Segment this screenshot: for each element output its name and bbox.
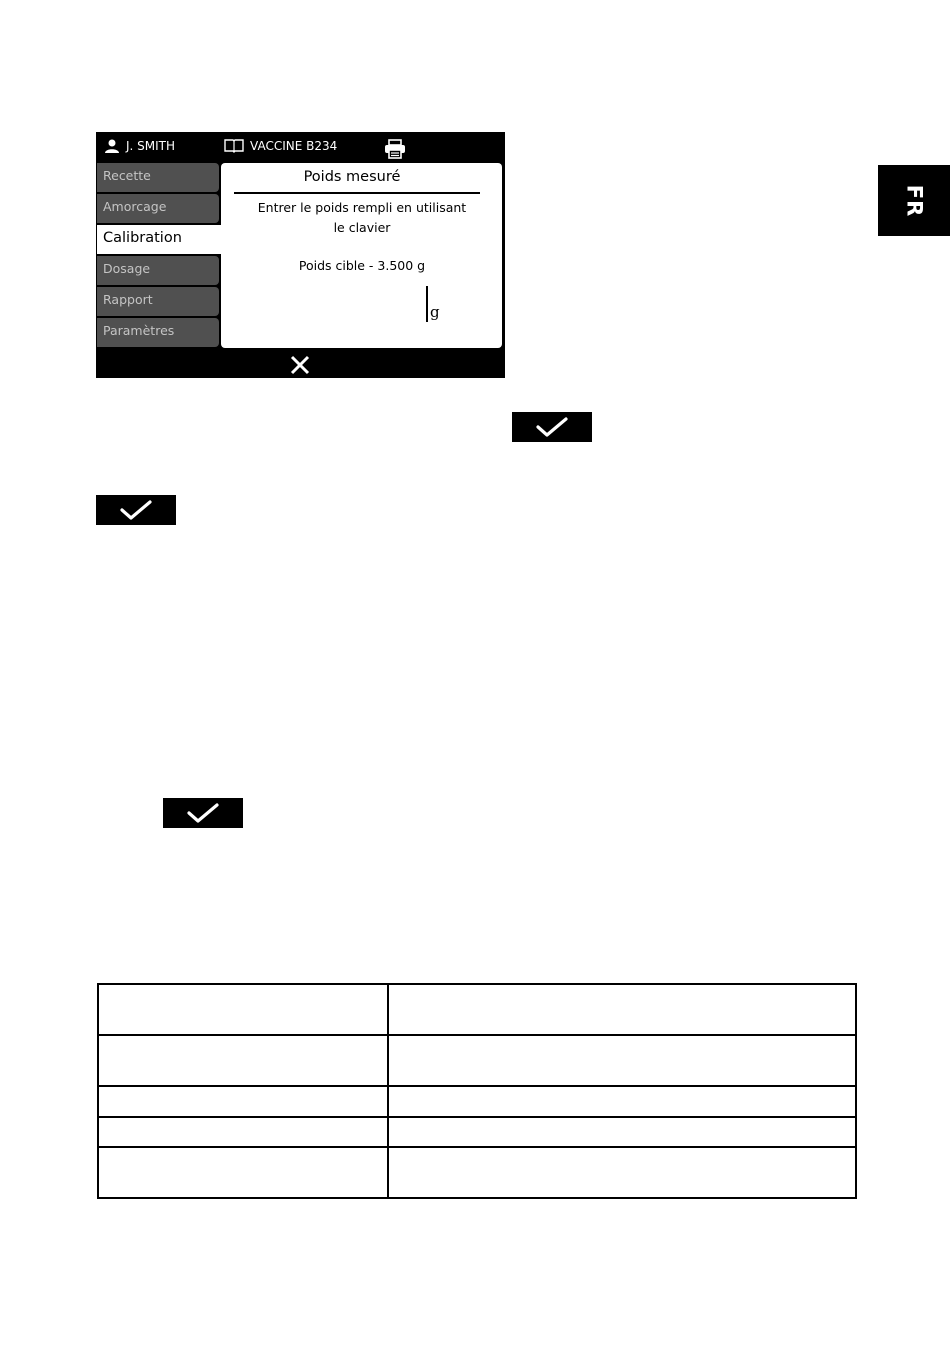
- checkmark-icon: [186, 802, 220, 824]
- confirm-button[interactable]: [512, 412, 592, 442]
- table-cell: [388, 1035, 856, 1086]
- user-icon: [104, 139, 120, 153]
- checkmark-icon: [535, 416, 569, 438]
- table-row: [98, 1147, 856, 1198]
- language-tab: [878, 165, 950, 236]
- weight-unit: g: [430, 303, 440, 321]
- recipe-name: VACCINE B234: [250, 139, 338, 153]
- user-indicator: [104, 139, 175, 153]
- table-cell: [98, 1035, 388, 1086]
- close-icon: [288, 353, 312, 377]
- book-icon: [224, 139, 244, 153]
- table-row: [98, 1035, 856, 1086]
- sidebar-item-rapport[interactable]: Rapport: [97, 287, 219, 316]
- checkmark-icon: [119, 499, 153, 521]
- weight-input[interactable]: [426, 286, 428, 322]
- device-screen: [96, 132, 505, 378]
- table-row: [98, 1117, 856, 1147]
- table-cell: [98, 1147, 388, 1198]
- cancel-button[interactable]: [288, 353, 312, 377]
- instruction-line-1: Entrer le poids rempli en utilisant: [257, 200, 467, 215]
- table-cell: [388, 1147, 856, 1198]
- table-cell: [388, 1117, 856, 1147]
- measured-weight-dialog: [221, 163, 502, 348]
- sidebar-item-calibration[interactable]: Calibration: [97, 225, 223, 254]
- sidebar-item-dosage[interactable]: Dosage: [97, 256, 219, 285]
- target-weight: Poids cible - 3.500 g: [298, 258, 426, 273]
- sidebar-item-recette[interactable]: Recette: [97, 163, 219, 192]
- table-cell: [98, 1086, 388, 1117]
- confirm-button[interactable]: [96, 495, 176, 525]
- instruction-line-2: le clavier: [333, 220, 391, 235]
- print-button[interactable]: [384, 139, 406, 159]
- status-bar: [96, 132, 505, 162]
- table-cell: [98, 1117, 388, 1147]
- table-row: [98, 1086, 856, 1117]
- printer-icon: [384, 139, 406, 159]
- user-name: J. SMITH: [126, 139, 176, 153]
- table-cell: [98, 984, 388, 1035]
- confirm-button[interactable]: [163, 798, 243, 828]
- recipe-indicator: [224, 139, 337, 153]
- table-cell: [388, 1086, 856, 1117]
- table-cell: [388, 984, 856, 1035]
- sidebar-item-amorcage[interactable]: Amorcage: [97, 194, 219, 223]
- dialog-title: Poids mesuré: [303, 169, 401, 185]
- table-row: [98, 984, 856, 1035]
- language-tab-label: FR: [901, 184, 926, 217]
- sidebar-item-parametres[interactable]: Paramètres: [97, 318, 219, 347]
- info-table: [97, 983, 857, 1199]
- dialog-instruction: [221, 198, 503, 238]
- title-divider: [234, 192, 480, 194]
